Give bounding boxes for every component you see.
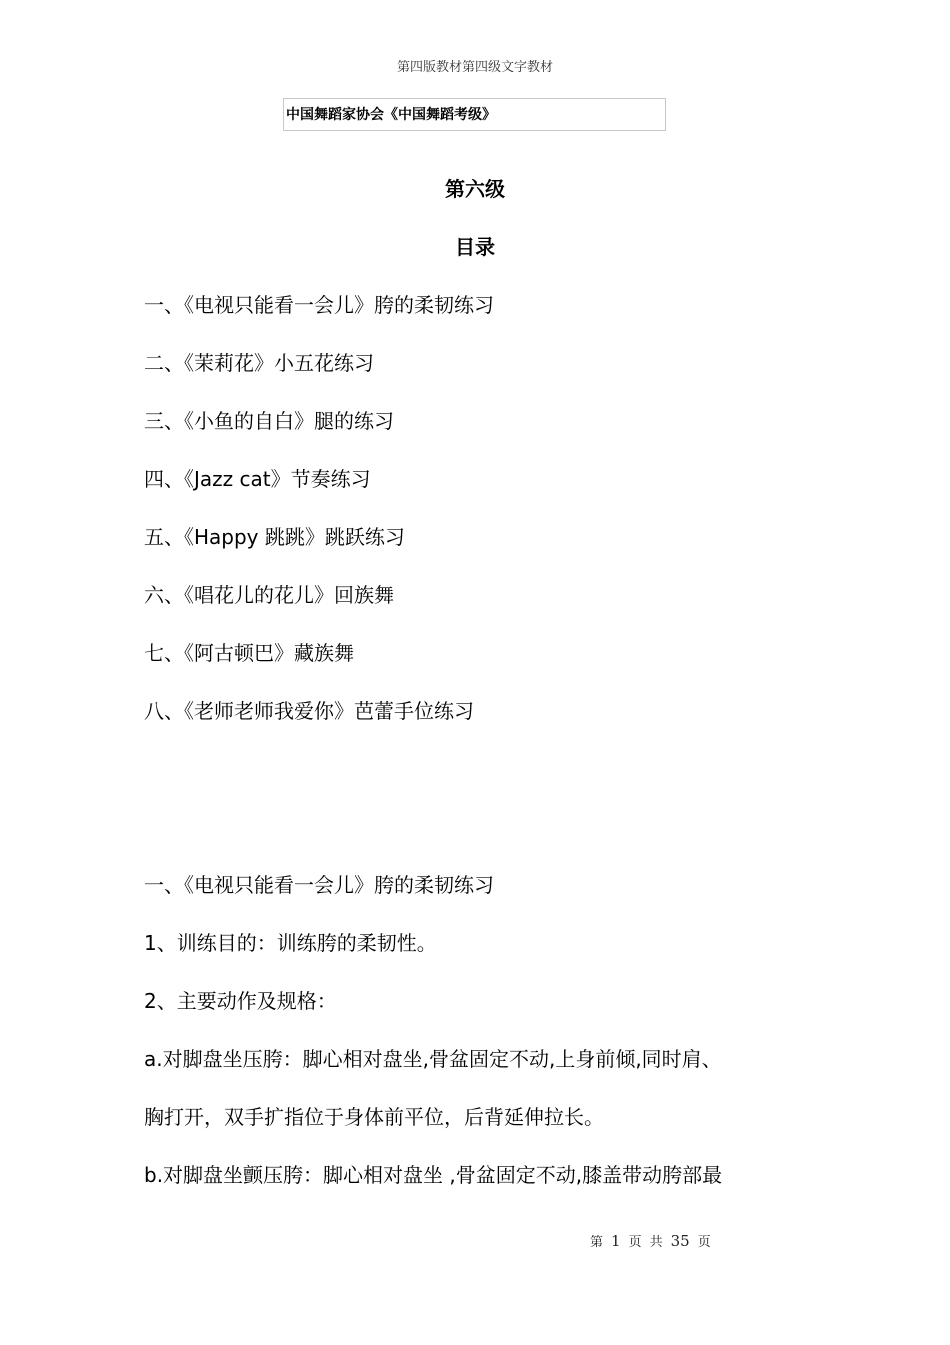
total-pages: 35 — [670, 1232, 690, 1250]
running-header: 第四版教材第四级文字教材 — [396, 60, 553, 75]
page-footer — [590, 1231, 719, 1250]
paragraph-line: 胸打开，双手扩指位于身体前平位，后背延伸拉长。 — [144, 1105, 604, 1129]
page-label: 页 — [628, 1235, 642, 1250]
total-prefix: 共 — [649, 1235, 663, 1250]
toc-item: 七、《阿古顿巴》藏族舞 — [144, 641, 354, 665]
paragraph-line: 2、主要动作及规格： — [144, 989, 337, 1013]
paragraph-line: 1、训练目的：训练胯的柔韧性。 — [144, 931, 437, 955]
paragraph-line: b.对脚盘坐颤压胯：脚心相对盘坐 ,骨盆固定不动,膝盖带动胯部最 — [144, 1163, 723, 1187]
toc-item: 一、《电视只能看一会儿》胯的柔韧练习 — [144, 293, 494, 317]
toc-item: 四、《Jazz cat》节奏练习 — [144, 467, 371, 491]
page-number: 1 — [611, 1232, 621, 1250]
toc-item: 六、《唱花儿的花儿》回族舞 — [144, 583, 394, 607]
toc-item: 三、《小鱼的自白》腿的练习 — [144, 409, 394, 433]
toc-title: 目录 — [455, 235, 495, 259]
level-title: 第六级 — [445, 177, 505, 201]
toc-item: 二、《茉莉花》小五花练习 — [144, 351, 374, 375]
footer-prefix: 第 — [590, 1235, 604, 1250]
paragraph-line: a.对脚盘坐压胯：脚心相对盘坐,骨盆固定不动,上身前倾,同时肩、 — [144, 1047, 722, 1071]
section-heading: 一、《电视只能看一会儿》胯的柔韧练习 — [144, 873, 494, 897]
organization-box: 中国舞蹈家协会《中国舞蹈考级》 — [283, 98, 666, 131]
total-label: 页 — [697, 1235, 711, 1250]
toc-item: 五、《Happy 跳跳》跳跃练习 — [144, 525, 405, 549]
toc-item: 八、《老师老师我爱你》芭蕾手位练习 — [144, 699, 474, 723]
